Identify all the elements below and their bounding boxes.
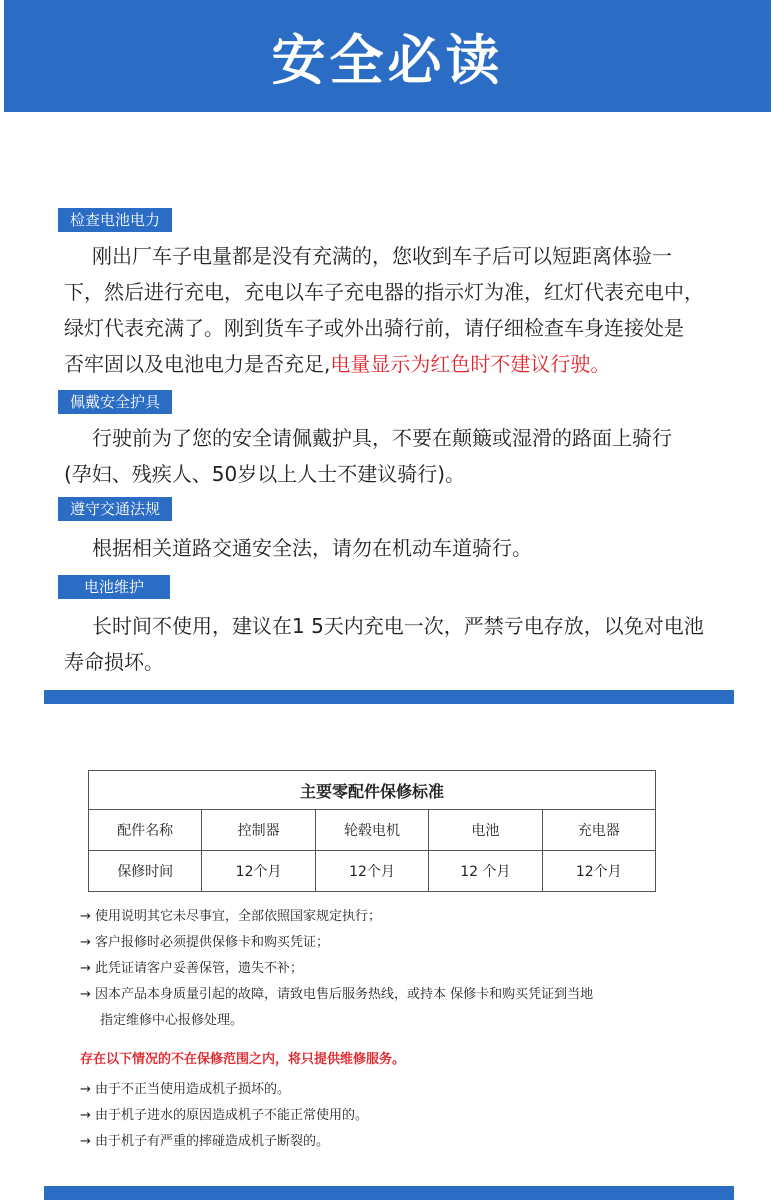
text-line: 寿命损坏。: [64, 650, 164, 674]
list-item: → 因本产品本身质量引起的故障，请致电售后服务热线，或持本 保修卡和购买凭证到当地: [80, 987, 594, 1002]
section-title-battery-maintenance: 电池维护: [58, 575, 170, 599]
section-body-battery-maintenance: [64, 608, 734, 680]
exclusions-list: [80, 1077, 700, 1155]
table-cell: 12个月: [542, 851, 655, 892]
divider-bar-bottom: [44, 1186, 734, 1200]
table-cell: 12 个月: [429, 851, 542, 892]
text-line: [64, 608, 734, 644]
section-title-battery-check: 检查电池电力: [58, 208, 172, 232]
section-title-protective-gear: 佩戴安全护具: [58, 390, 172, 414]
text-line-content: 刚出厂车子电量都是没有充满的，您收到车子后可以短距离体验一: [92, 244, 672, 268]
text-line-content: 否牢固以及电池电力是否充足,: [64, 352, 331, 376]
section-body-battery-check: [64, 238, 734, 382]
table-cell: 配件名称: [89, 810, 202, 851]
table-cell: 电池: [429, 810, 542, 851]
warranty-notes: [80, 904, 700, 1034]
table-cell: 保修时间: [89, 851, 202, 892]
table-cell: 充电器: [542, 810, 655, 851]
battery-warning-text: 电量显示为红色时不建议行驶。: [330, 352, 611, 376]
table-row: [89, 851, 656, 892]
divider-bar: [44, 690, 734, 704]
table-row: [89, 810, 656, 851]
table-cell: 轮毂电机: [315, 810, 428, 851]
text-line-content: 长时间不使用，建议在1 5天内充电一次，严禁亏电存放，以免对电池: [92, 614, 704, 638]
text-line: [64, 420, 734, 456]
text-line: [64, 530, 734, 566]
text-line: (孕妇、残疾人、50岁以上人士不建议骑行)。: [64, 462, 466, 486]
text-line-content: 行驶前为了您的安全请佩戴护具，不要在颠簸或湿滑的路面上骑行: [92, 426, 672, 450]
header-banner: [4, 0, 771, 112]
text-line: 绿灯代表充满了。刚到货车子或外出骑行前，请仔细检查车身连接处是: [64, 316, 684, 340]
warranty-table-title: 主要零配件保修标准: [89, 771, 656, 810]
table-cell: 控制器: [202, 810, 315, 851]
text-line-content: 根据相关道路交通安全法，请勿在机动车道骑行。: [92, 536, 532, 560]
table-cell: 12个月: [315, 851, 428, 892]
list-item-continuation: 指定维修中心报修处理。: [100, 1013, 244, 1028]
list-item: → 由于机子有严重的摔碰造成机子断裂的。: [80, 1134, 330, 1149]
list-item: → 此凭证请客户妥善保管，遗失不补；: [80, 961, 304, 976]
warranty-table: [88, 770, 656, 892]
page-title: 安全必读: [271, 28, 504, 92]
list-item: → 由于机子进水的原因造成机子不能正常使用的。: [80, 1108, 369, 1123]
list-item: → 客户报修时必须提供保修卡和购买凭证；: [80, 935, 330, 950]
text-line: [64, 346, 734, 382]
section-body-protective-gear: [64, 420, 734, 492]
table-cell: 12个月: [202, 851, 315, 892]
section-body-traffic-rules: [64, 530, 734, 566]
text-line: [64, 238, 734, 274]
exclusions-title: 存在以下情况的不在保修范围之内，将只提供维修服务。: [80, 1052, 406, 1067]
section-title-traffic-rules: 遵守交通法规: [58, 497, 172, 521]
text-line: 下，然后进行充电，充电以车子充电器的指示灯为准，红灯代表充电中，: [64, 280, 704, 304]
list-item: → 使用说明其它未尽事宜，全部依照国家规定执行；: [80, 909, 382, 924]
list-item: → 由于不正当使用造成机子损坏的。: [80, 1082, 291, 1097]
